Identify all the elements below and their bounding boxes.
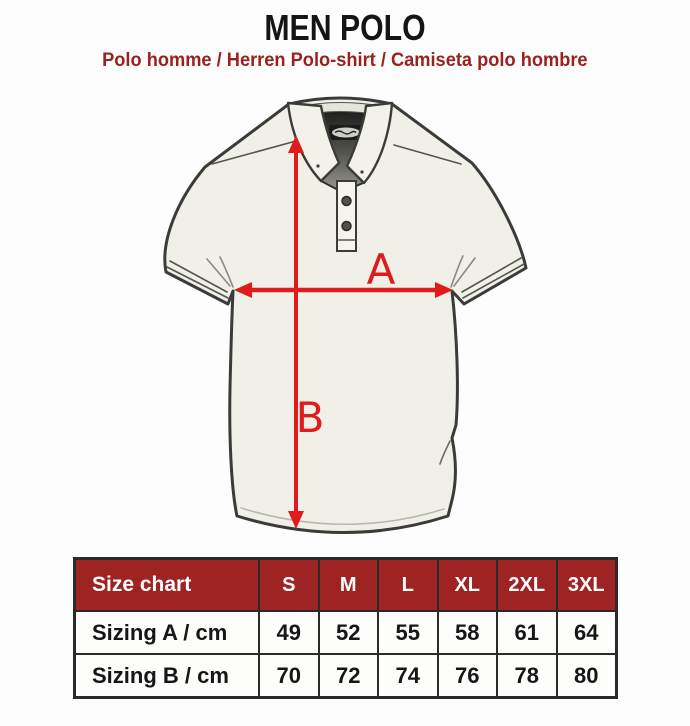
placket-button-top bbox=[342, 197, 351, 206]
size-table-header-xl: XL bbox=[439, 560, 497, 610]
sizing-a-value-l: 55 bbox=[379, 612, 437, 653]
size-table-header-m: M bbox=[320, 560, 378, 610]
placket-button-bottom bbox=[342, 222, 351, 231]
sizing-a-value-3xl: 64 bbox=[558, 612, 616, 653]
sizing-b-value-m: 72 bbox=[320, 655, 378, 696]
page-subtitle-text: Polo homme / Herren Polo-shirt / Camiseta polo hombre bbox=[102, 50, 588, 71]
size-table-header-s: S bbox=[260, 560, 318, 610]
placket bbox=[337, 181, 356, 251]
sizing-a-value-m: 52 bbox=[320, 612, 378, 653]
sizing-b-value-xl: 76 bbox=[439, 655, 497, 696]
size-table bbox=[73, 557, 618, 699]
sizing-a-row-label: Sizing A / cm bbox=[76, 612, 258, 653]
sizing-b-value-s: 70 bbox=[260, 655, 318, 696]
page-title-text: MEN POLO bbox=[264, 7, 426, 48]
sizing-b-value-2xl: 78 bbox=[498, 655, 556, 696]
size-table-header-2xl: 2XL bbox=[498, 560, 556, 610]
sizing-a-value-2xl: 61 bbox=[498, 612, 556, 653]
collar-stitch-dot-left bbox=[316, 164, 319, 167]
size-table-header-l: L bbox=[379, 560, 437, 610]
sizing-b-value-3xl: 80 bbox=[558, 655, 616, 696]
measure-label-a: A bbox=[366, 245, 396, 294]
sizing-b-value-l: 74 bbox=[379, 655, 437, 696]
sizing-a-value-xl: 58 bbox=[439, 612, 497, 653]
measure-label-b: B bbox=[295, 393, 325, 442]
collar-stitch-dot-right bbox=[360, 170, 363, 173]
sizing-b-row-label: Sizing B / cm bbox=[76, 655, 258, 696]
sizing-a-value-s: 49 bbox=[260, 612, 318, 653]
size-table-header-title: Size chart bbox=[76, 560, 258, 610]
size-table-header-3xl: 3XL bbox=[558, 560, 616, 610]
